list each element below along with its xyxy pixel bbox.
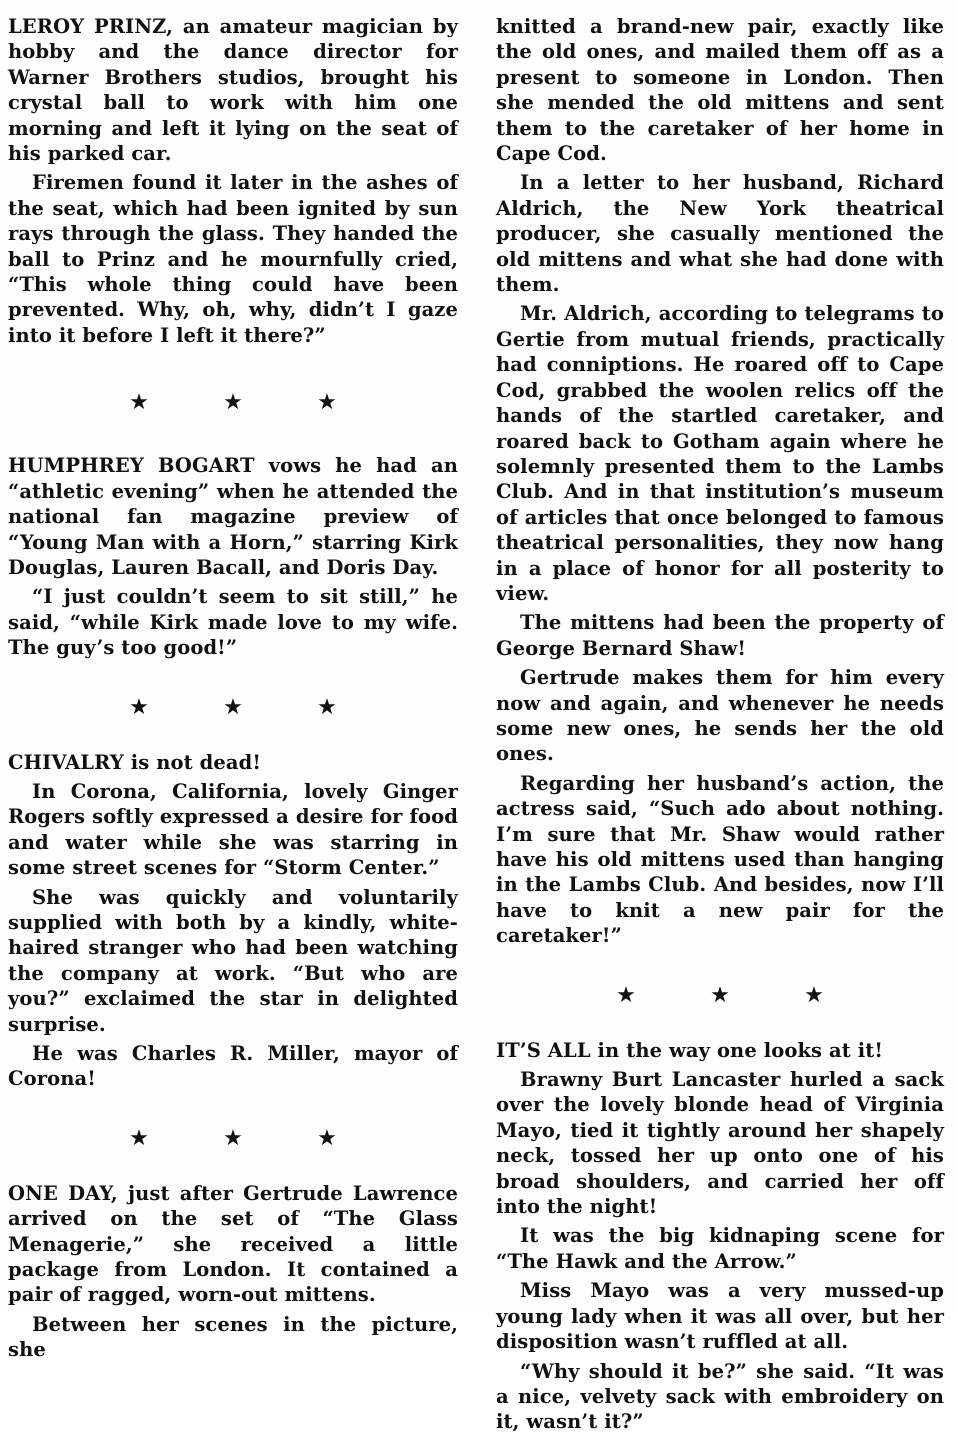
paragraph-text: just after Gertrude Lawrence arrived on the set of “The Glass Menagerie,” she received a little package from London. It contained a pair of ragged, worn-out mittens. bbox=[8, 1181, 458, 1307]
left-column bbox=[8, 14, 458, 1367]
paragraph-text: vows he had an “athletic evening” when he attended the national fan magazine preview of “Young Man with a Horn,” starring Kirk Douglas, Lauren Bacall, and Doris Day. bbox=[8, 454, 458, 579]
star-icon: ★ bbox=[317, 694, 337, 720]
paragraph: Firemen found it later in the ashes of the seat, which had been ignited by sun rays through the glass. They handed the ball to Prinz and he mournfully cried, “This whole thing could have been prevented. Why, oh, why, didn’t I gaze into it before I left it there?” bbox=[8, 171, 458, 347]
article-bogart bbox=[8, 453, 458, 660]
paragraph: In Corona, California, lovely Ginger Rogers softly expressed a desire for food and water while she was starring in some street scenes for “Storm Center.” bbox=[8, 779, 458, 880]
paragraph bbox=[8, 14, 458, 166]
star-icon: ★ bbox=[129, 1125, 149, 1151]
paragraph: Mr. Aldrich, according to telegrams to Gertie from mutual friends, practically had conniptions. He roared off to Cape Cod, grabbed the woolen relics off the hands of the startled caretaker, and roared back to Gotham again where he solemnly presented them to the Lambs Club. And in that institution’s museum of articles that once belonged to famous theatrical personalities, they now hang in a place of honor for all posterity to view. bbox=[496, 302, 944, 605]
article-lead: LEROY PRINZ, bbox=[8, 15, 174, 38]
paragraph-text: in the way one looks at it! bbox=[590, 1038, 884, 1062]
article-lawrence-continued bbox=[496, 14, 944, 949]
section-divider bbox=[8, 695, 458, 720]
article-lancaster bbox=[496, 1038, 944, 1435]
star-icon: ★ bbox=[804, 982, 824, 1008]
paragraph bbox=[8, 453, 458, 580]
paragraph: She was quickly and voluntarily supplied with both by a kindly, white-haired stranger who had been watching the company at work. “But who are you?” exclaimed the star in delighted surprise. bbox=[8, 885, 458, 1036]
paragraph: The mittens had been the property of George Bernard Shaw! bbox=[496, 611, 944, 660]
article-lawrence bbox=[8, 1181, 458, 1363]
right-column bbox=[496, 14, 944, 1439]
article-prinz bbox=[8, 14, 458, 348]
article-lead: ONE DAY, bbox=[8, 1181, 118, 1205]
paragraph: Miss Mayo was a very mussed-up young lady when it was all over, but her disposition wasn’t ruffled at all. bbox=[496, 1279, 944, 1354]
paragraph: Regarding her husband’s action, the actress said, “Such ado about nothing. I’m sure that Mr. Shaw would rather have his old mittens used than hanging in the Lambs Club. And besides, now I’ll have to knit a new pair for the caretaker!” bbox=[496, 771, 944, 948]
paragraph bbox=[8, 750, 458, 775]
paragraph: “I just couldn’t seem to sit still,” he said, “while Kirk made love to my wife. The guy’s too good!” bbox=[8, 585, 458, 660]
paragraph: Brawny Burt Lancaster hurled a sack over the lovely blonde head of Virginia Mayo, tied it tightly around her shapely neck, tossed her up onto one of his broad shoulders, and carried her off into the night! bbox=[496, 1068, 944, 1219]
spacer bbox=[8, 352, 458, 390]
article-chivalry bbox=[8, 750, 458, 1092]
paragraph: knitted a brand-new pair, exactly like the old ones, and mailed them off as a present to someone in London. Then she mended the old mittens and sent them to the caretaker of her home in Cape Cod. bbox=[496, 15, 944, 166]
star-icon: ★ bbox=[129, 694, 149, 720]
paragraph: It was the big kidnaping scene for “The Hawk and the Arrow.” bbox=[496, 1224, 944, 1273]
paragraph-text: is not dead! bbox=[123, 750, 261, 774]
spacer bbox=[8, 1151, 458, 1181]
article-lead: IT’S ALL bbox=[496, 1038, 591, 1062]
paragraph bbox=[8, 1181, 458, 1308]
spacer bbox=[8, 665, 458, 695]
section-divider bbox=[8, 1126, 458, 1151]
paragraph: He was Charles R. Miller, mayor of Corona! bbox=[8, 1042, 458, 1091]
star-icon: ★ bbox=[317, 1125, 337, 1151]
article-lead: HUMPHREY BOGART bbox=[8, 454, 255, 478]
star-icon: ★ bbox=[129, 390, 149, 416]
paragraph-text: an amateur magician by hobby and the dance director for Warner Brothers studios, brought his crystal ball to work with him one morning and left it lying on the seat of his parked car. bbox=[8, 15, 459, 166]
paragraph bbox=[496, 1038, 944, 1063]
article-lead: CHIVALRY bbox=[8, 750, 124, 774]
paragraph: In a letter to her husband, Richard Aldrich, the New York theatrical producer, she casually mentioned the old mittens and what she had done with them. bbox=[496, 171, 944, 297]
section-divider bbox=[8, 390, 458, 415]
spacer bbox=[496, 1008, 944, 1038]
spacer bbox=[8, 1096, 458, 1126]
paragraph: “Why should it be?” she said. “It was a nice, velvety sack with embroidery on it, wasn’t it?” bbox=[496, 1359, 944, 1434]
spacer bbox=[8, 415, 458, 453]
star-icon: ★ bbox=[710, 982, 730, 1008]
star-icon: ★ bbox=[223, 390, 243, 416]
star-icon: ★ bbox=[223, 1125, 243, 1151]
section-divider bbox=[496, 983, 944, 1008]
star-icon: ★ bbox=[223, 694, 243, 720]
paragraph: Between her scenes in the picture, she bbox=[8, 1312, 458, 1362]
spacer bbox=[8, 720, 458, 750]
paragraph: Gertrude makes them for him every now and again, and whenever he needs some new ones, he sends her the old ones. bbox=[496, 666, 944, 766]
spacer bbox=[496, 953, 944, 983]
star-icon: ★ bbox=[616, 982, 636, 1008]
star-icon: ★ bbox=[317, 390, 337, 416]
